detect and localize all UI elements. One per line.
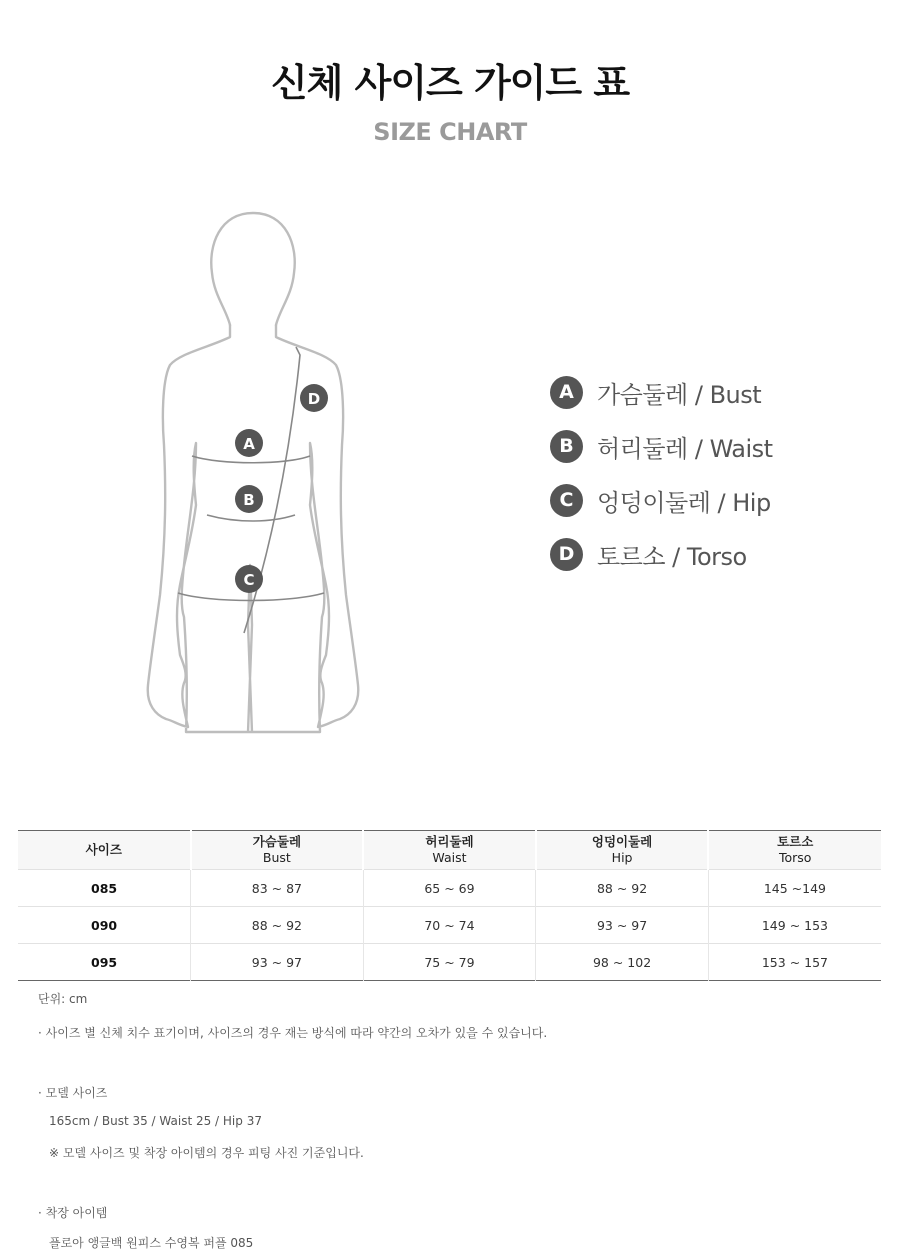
bust-cell: 83 ~ 87: [191, 870, 364, 907]
legend-badge: A: [550, 376, 583, 409]
item-heading: · 착장 아이템: [38, 1206, 108, 1220]
hip-cell: 98 ~ 102: [536, 944, 709, 981]
waist-cell: 75 ~ 79: [363, 944, 536, 981]
header-ko: 허리둘레: [425, 834, 474, 849]
torso-cell: 149 ~ 153: [708, 907, 881, 944]
bust-cell: 93 ~ 97: [191, 944, 364, 981]
legend-label: 토르소 / Torso: [597, 542, 747, 571]
waist-cell: 70 ~ 74: [363, 907, 536, 944]
waist-measure-line: [207, 515, 295, 521]
header-ko: 토르소: [777, 834, 814, 849]
header-en: Hip: [611, 850, 633, 865]
disclaimer-note: · 사이즈 별 신체 치수 표기이며, 사이즈의 경우 재는 방식에 따라 약간의 오차가 있을 수 있습니다.: [38, 1026, 548, 1040]
size-cell: 090: [18, 907, 191, 944]
header-hip: [536, 831, 709, 870]
marker-b-label: B: [243, 491, 255, 509]
legend-badge: D: [550, 538, 583, 571]
table-row: [18, 944, 881, 981]
header-bust: [191, 831, 364, 870]
header-en: Bust: [262, 850, 291, 865]
model-size-heading: · 모델 사이즈: [38, 1086, 108, 1100]
waist-cell: 65 ~ 69: [363, 870, 536, 907]
marker-d: [300, 384, 328, 412]
header-ko: 엉덩이둘레: [591, 834, 653, 849]
header-torso: [708, 831, 881, 870]
table-row: [18, 907, 881, 944]
header-en: Waist: [432, 850, 467, 865]
header-size: [18, 831, 191, 870]
model-size-text: 165cm / Bust 35 / Waist 25 / Hip 37: [49, 1114, 262, 1128]
header-waist: [363, 831, 536, 870]
model-fitting-note: ※ 모델 사이즈 및 착장 아이템의 경우 피팅 사진 기준입니다.: [49, 1146, 364, 1160]
legend-item-waist: [550, 428, 773, 464]
measurement-legend: [550, 374, 773, 590]
legend-item-torso: [550, 536, 773, 572]
marker-a-label: A: [243, 435, 255, 453]
legend-badge: B: [550, 430, 583, 463]
torso-cell: 145 ~149: [708, 870, 881, 907]
bust-cell: 88 ~ 92: [191, 907, 364, 944]
legend-label: 가슴둘레 / Bust: [597, 380, 762, 409]
header-ko: 사이즈: [85, 842, 122, 857]
head-outline: [211, 213, 294, 325]
torso-cell: 153 ~ 157: [708, 944, 881, 981]
legend-item-hip: [550, 482, 773, 518]
marker-d-label: D: [307, 390, 321, 408]
legend-item-bust: [550, 374, 773, 410]
marker-a: [235, 429, 263, 457]
marker-b: [235, 485, 263, 513]
page-subtitle: SIZE CHART: [373, 118, 527, 146]
legend-label: 엉덩이둘레 / Hip: [597, 488, 771, 517]
bust-measure-line: [192, 456, 310, 463]
legend-badge: C: [550, 484, 583, 517]
size-table: [18, 830, 881, 981]
header-ko: 가슴둘레: [252, 834, 302, 849]
hip-cell: 88 ~ 92: [536, 870, 709, 907]
marker-c-label: C: [243, 571, 255, 589]
hip-cell: 93 ~ 97: [536, 907, 709, 944]
header-en: Torso: [778, 850, 812, 865]
unit-note: 단위: cm: [38, 992, 88, 1006]
item-name: 플로아 앵글백 원피스 수영복 퍼플 085: [49, 1236, 254, 1250]
legend-label: 허리둘레 / Waist: [597, 434, 773, 463]
table-header-row: [18, 831, 881, 870]
body-outline: [148, 325, 359, 732]
body-figure-illustration: [140, 205, 370, 740]
size-cell: 095: [18, 944, 191, 981]
table-row: [18, 870, 881, 907]
marker-c: [235, 565, 263, 593]
size-cell: 085: [18, 870, 191, 907]
page-title: 신체 사이즈 가이드 표: [270, 61, 630, 105]
